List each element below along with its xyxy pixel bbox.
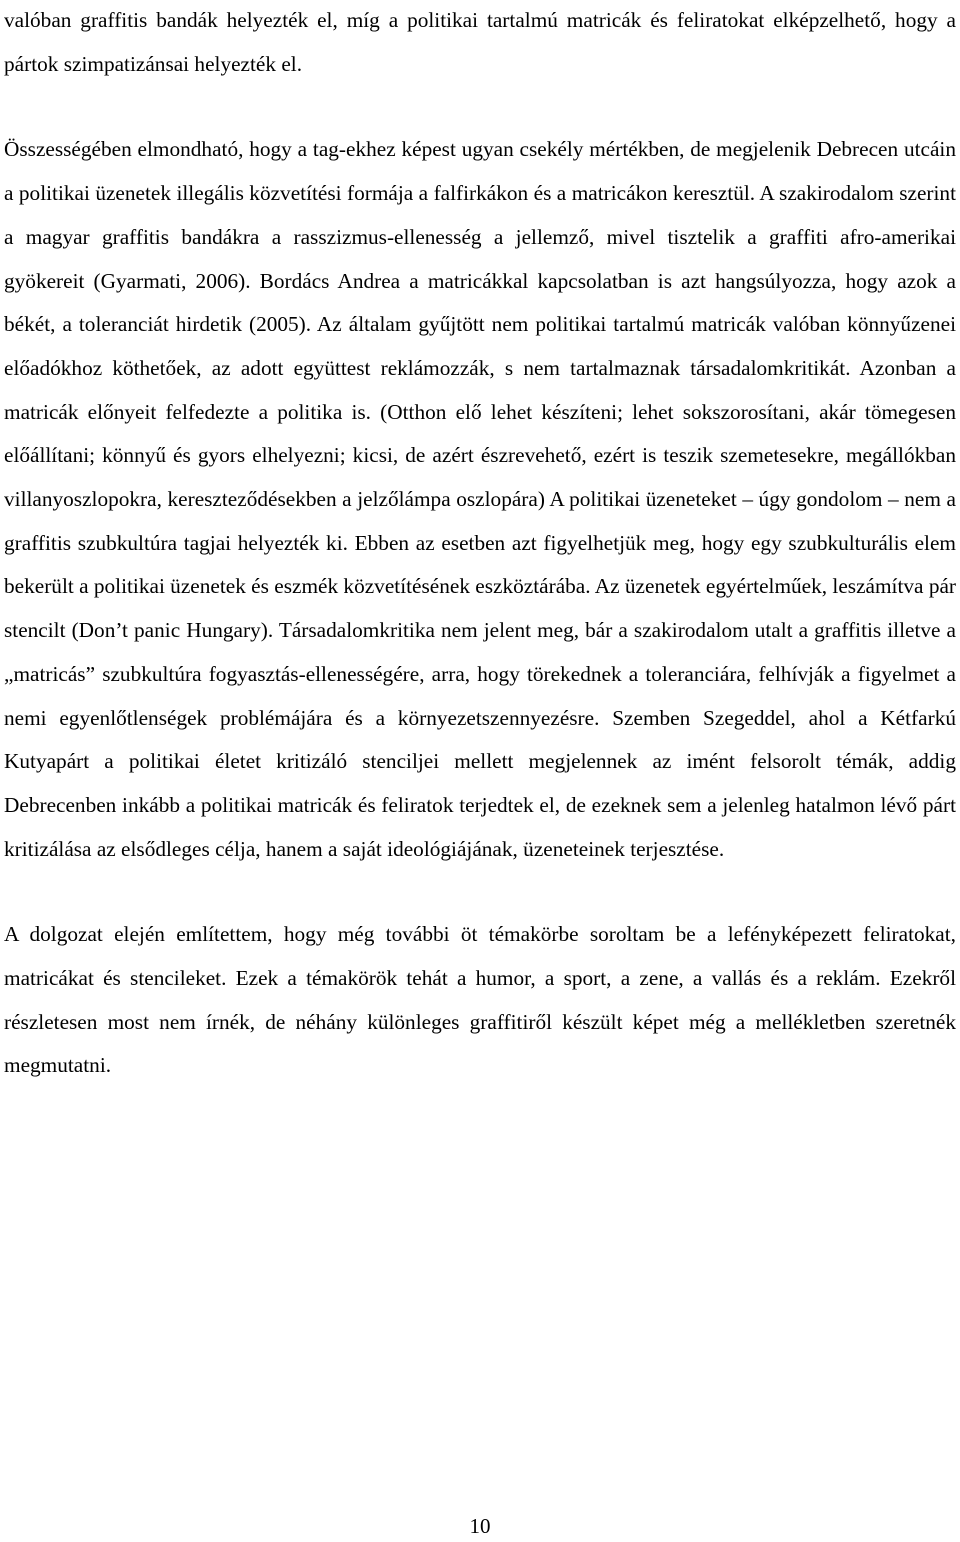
- document-body: [4, 0, 956, 1088]
- page-number: 10: [469, 1514, 491, 1538]
- paragraph-summary: Összességében elmondható, hogy a tag-ekhez képest ugyan csekély mértékben, de megjelenik Debrecen utcáin a politikai üzenetek illegális közvetítési formája a falfirkákon és a matricákon keresztül. A szakirodalom szerint a magyar graffitis bandákra a rasszizmus-ellenesség a jellemző, mivel tisztelik a graffiti afro-amerikai gyökereit (Gyarmati, 2006). Bordács Andrea a matricákkal kapcsolatban is azt hangsúlyozza, hogy azok a békét, a toleranciát hirdetik (2005). Az általam gyűjtött nem politikai tartalmú matricák valóban könnyűzenei előadókhoz köthetőek, az adott együttest reklámozzák, s nem tartalmaznak társadalomkritikát. Azonban a matricák előnyeit felfedezte a politika is. (Otthon elő lehet készíteni; lehet sokszorosítani, akár tömegesen előállítani; könnyű és gyors elhelyezni; kicsi, de azért észrevehető, ezért is teszik szemetesekre, megállókban villanyoszlopokra, kereszteződésekben a jelzőlámpa oszlopára) A politikai üzeneteket – úgy gondolom – nem a graffitis szubkultúra tagjai helyezték ki. Ebben az esetben azt figyelhetjük meg, hogy egy szubkulturális elem bekerült a politikai üzenetek és eszmék közvetítésének eszköztárába. Az üzenetek egyértelműek, leszámítva pár stencilt (Don’t panic Hungary). Társadalomkritika nem jelent meg, bár a szakirodalom utalt a graffitis illetve a „matricás” szubkultúra fogyasztás-ellenességére, arra, hogy törekednek a toleranciára, felhívják a figyelmet a nemi egyenlőtlenségek problémájára és a környezetszennyezésre. Szemben Szegeddel, ahol a Kétfarkú Kutyapárt a politikai életet kritizáló stenciljei mellett megjelennek az imént felsorolt témák, addig Debrecenben inkább a politikai matricák és feliratok terjedtek el, de ezeknek sem a jelenleg hatalmon lévő párt kritizálása az elsődleges célja, hanem a saját ideológiájának, üzeneteinek terjesztése.: [4, 137, 957, 861]
- paragraph-topics: A dolgozat elején említettem, hogy még további öt témakörbe soroltam be a lefényképezett feliratokat, matricákat és stencileket. Ezek a témakörök tehát a humor, a sport, a zene, a vallás és a reklám. Ezekről részletesen most nem írnék, de néhány különleges graffitiről készült képet még a mellékletben szeretnék megmutatni.: [4, 922, 956, 1078]
- paragraph-continuation: valóban graffitis bandák helyezték el, míg a politikai tartalmú matricák és feliratokat elképzelhető, hogy a pártok szimpatizánsai helyezték el.: [4, 8, 956, 76]
